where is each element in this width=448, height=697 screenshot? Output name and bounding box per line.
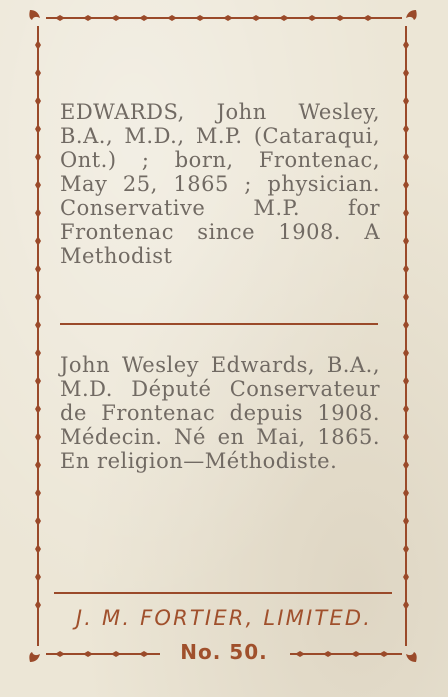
- corner-ornament-top-left: [29, 10, 40, 20]
- border-bead: [403, 320, 409, 330]
- border-bead: [403, 544, 409, 554]
- border-bead: [307, 15, 317, 21]
- border-bead: [35, 292, 41, 302]
- border-bead: [35, 404, 41, 414]
- border-bead: [403, 68, 409, 78]
- border-bead: [403, 40, 409, 50]
- border-bead: [35, 544, 41, 554]
- border-bead: [403, 292, 409, 302]
- border-bead: [335, 15, 345, 21]
- border-bead: [83, 15, 93, 21]
- border-bead: [403, 488, 409, 498]
- border-bead: [35, 68, 41, 78]
- border-bead: [403, 460, 409, 470]
- border-bead: [35, 376, 41, 386]
- border-bead: [35, 572, 41, 582]
- english-biography-text: EDWARDS, John Wesley, B.A., M.D., M.P. (Cataraqui, Ont.) ; born, Frontenac, May 25, 1865 ; physician. Conservative M.P. for Frontenac since 1908. A Methodist: [60, 100, 380, 268]
- border-bead: [111, 15, 121, 21]
- border-bead: [403, 96, 409, 106]
- border-bead: [403, 264, 409, 274]
- border-bead: [35, 264, 41, 274]
- border-bead: [167, 15, 177, 21]
- french-biography-text: John Wesley Edwards, B.A., M.D. Député Conservateur de Frontenac depuis 1908. Médecin. Né en Mai, 1865. En religion—Méthodiste.: [60, 353, 380, 473]
- publisher-name: J. M. FORTIER, LIMITED.: [75, 606, 373, 630]
- border-bead: [55, 15, 65, 21]
- card-number: No. 50.: [180, 640, 268, 664]
- corner-ornament-top-right: [406, 10, 417, 20]
- footer-divider-line: [54, 592, 392, 594]
- border-bead: [403, 432, 409, 442]
- border-bead: [403, 152, 409, 162]
- border-bead: [35, 432, 41, 442]
- border-bead: [403, 404, 409, 414]
- border-bead: [403, 376, 409, 386]
- border-bead: [35, 96, 41, 106]
- french-biography: [60, 353, 380, 473]
- border-bead: [403, 348, 409, 358]
- divider-line: [60, 323, 378, 325]
- border-bead: [35, 208, 41, 218]
- border-bead: [403, 124, 409, 134]
- border-bead: [35, 320, 41, 330]
- border-bead: [139, 15, 149, 21]
- border-bead: [403, 572, 409, 582]
- border-bead: [35, 40, 41, 50]
- border-bead: [363, 15, 373, 21]
- border-bead: [223, 15, 233, 21]
- border-bead: [403, 516, 409, 526]
- border-bead: [195, 15, 205, 21]
- border-bead: [403, 208, 409, 218]
- border-bead: [35, 516, 41, 526]
- border-bead: [35, 124, 41, 134]
- border-bead: [35, 180, 41, 190]
- border-bead: [35, 488, 41, 498]
- border-bead: [35, 348, 41, 358]
- border-bead: [35, 460, 41, 470]
- border-bead: [403, 236, 409, 246]
- border-bead: [35, 236, 41, 246]
- border-bead: [35, 152, 41, 162]
- border-bead: [251, 15, 261, 21]
- border-bead: [403, 180, 409, 190]
- border-bead: [279, 15, 289, 21]
- english-biography: [60, 100, 380, 268]
